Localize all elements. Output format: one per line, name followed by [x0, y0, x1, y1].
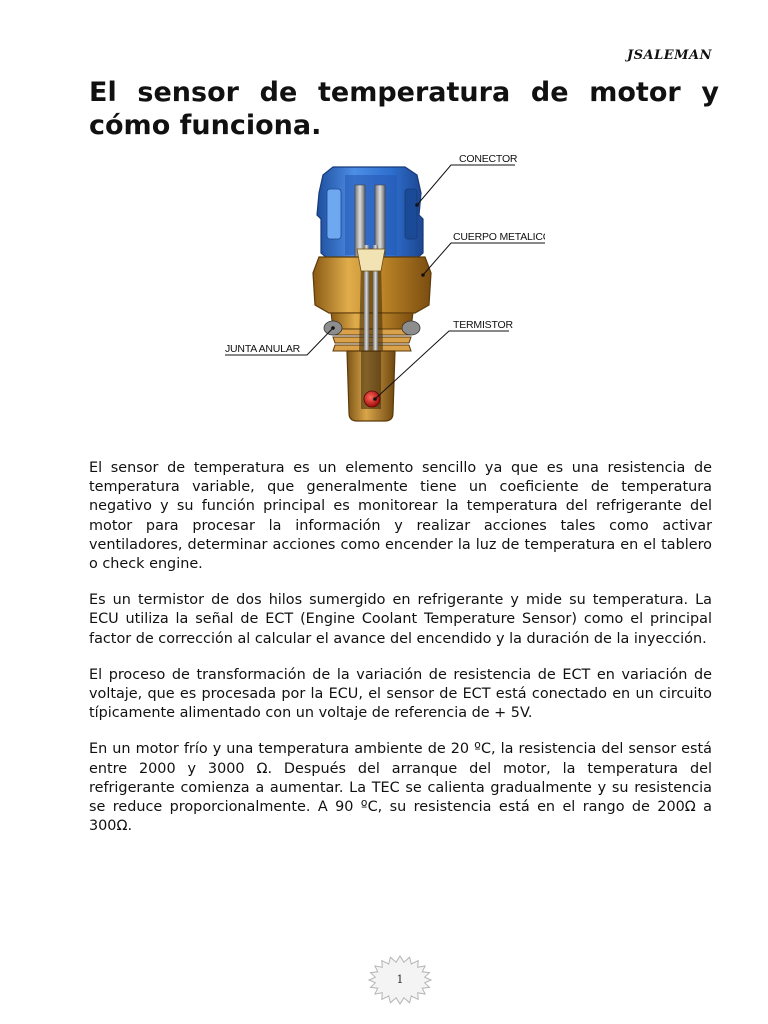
- probe-tube: [347, 351, 395, 421]
- author-name: JSALEMAN: [626, 48, 712, 63]
- paragraph: Es un termistor de dos hilos sumergido en refrigerante y mide su temperatura. La ECU utiliza la señal de ECT (Engine Coolant Temperature Sensor) como el principal factor de corrección al calcular el avance del encendido y la duración de la inyección.: [89, 592, 712, 647]
- paragraph: En un motor frío y una temperatura ambiente de 20 ºC, la resistencia del sensor está entre 2000 y 3000 Ω. Después del arranque del motor, la temperatura del refrigerante comienza a aumentar. La TEC se calienta gradualmente y su resistencia se reduce proporcionalmente. A 90 ºC, su resistencia está en el rango de 200Ω a 300Ω.: [89, 741, 712, 835]
- label-junta-anular: JUNTA ANULAR: [225, 343, 301, 355]
- thermistor-bead: [364, 391, 380, 407]
- sensor-diagram-svg: [215, 145, 545, 430]
- label-conector: CONECTOR: [459, 153, 518, 165]
- label-termistor: TERMISTOR: [453, 319, 513, 331]
- page-title: El sensor de temperatura de motor y cómo funciona.: [89, 77, 719, 141]
- label-cuerpo-metalico: CUERPO METALICO: [453, 231, 545, 243]
- page-number-badge: [368, 955, 432, 1005]
- page-number: 1: [396, 973, 404, 986]
- paragraph: El sensor de temperatura es un elemento sencillo ya que es una resistencia de temperatura variable, que generalmente tiene un coeficiente de temperatura negativo y su función principal es monitorear la temperatura del refrigerante del motor para procesar la información y realizar acciones tales como activar ventiladores, determinar acciones como encender la luz de temperatura en el tablero o check engine.: [89, 460, 712, 573]
- sensor-illustration: [215, 145, 545, 430]
- paragraph: El proceso de transformación de la variación de resistencia de ECT en variación de voltaje, que es procesada por la ECU, el sensor de ECT está conectado en un circuito típicamente alimentado con un voltaje de referencia de + 5V.: [89, 666, 712, 722]
- body-text: [89, 459, 712, 853]
